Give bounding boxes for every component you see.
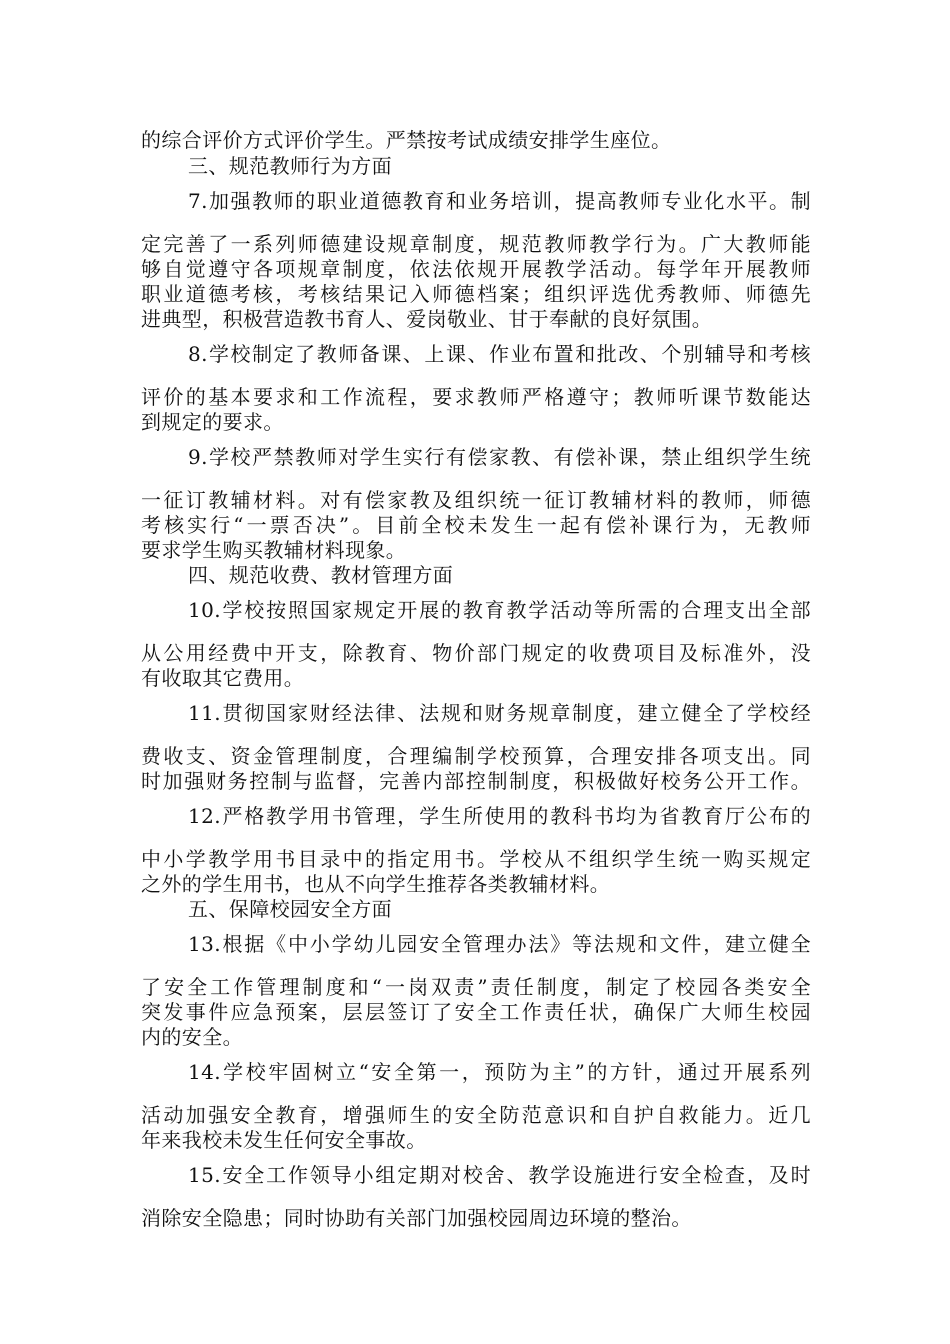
text-line: 进典型，积极营造教书育人、爱岗敬业、甘于奉献的良好氛围。 xyxy=(141,307,713,331)
text-line: 到规定的要求。 xyxy=(141,410,284,434)
paragraph-first-line: 14.学校牢固树立“安全第一，预防为主”的方针，通过开展系列 xyxy=(188,1060,811,1084)
paragraph-first-line: 13.根据《中小学幼儿园安全管理办法》等法规和文件，建立健全 xyxy=(188,932,811,956)
text-line: 从公用经费中开支，除教育、物价部门规定的收费项目及标准外，没 xyxy=(141,641,811,665)
text-line: 评价的基本要求和工作流程，要求教师严格遵守；教师听课节数能达 xyxy=(141,385,811,409)
paragraph-first-line: 15.安全工作领导小组定期对校舍、教学设施进行安全检查，及时 xyxy=(188,1163,811,1187)
text-line: 够自觉遵守各项规章制度，依法依规开展教学活动。每学年开展教师 xyxy=(141,257,811,281)
text-line: 的综合评价方式评价学生。严禁按考试成绩安排学生座位。 xyxy=(141,128,672,152)
text-line: 一征订教辅材料。对有偿家教及组织统一征订教辅材料的教师，师德 xyxy=(141,488,811,512)
paragraph-first-line: 10.学校按照国家规定开展的教育教学活动等所需的合理支出全部 xyxy=(188,598,811,622)
text-line: 要求学生购买教辅材料现象。 xyxy=(141,538,407,562)
text-line: 时加强财务控制与监督，完善内部控制制度，积极做好校务公开工作。 xyxy=(141,769,811,793)
text-line: 有收取其它费用。 xyxy=(141,666,305,690)
text-line: 考核实行“一票否决”。目前全校未发生一起有偿补课行为，无教师 xyxy=(141,513,811,537)
text-line: 突发事件应急预案，层层签订了安全工作责任状，确保广大师生校园 xyxy=(141,1000,811,1024)
text-line: 之外的学生用书，也从不向学生推荐各类教辅材料。 xyxy=(141,872,611,896)
text-line: 活动加强安全教育，增强师生的安全防范意识和自护自救能力。近几 xyxy=(141,1103,811,1127)
paragraph-first-line: 8.学校制定了教师备课、上课、作业布置和批改、个别辅导和考核 xyxy=(188,342,811,366)
text-line: 消除安全隐患；同时协助有关部门加强校园周边环境的整治。 xyxy=(141,1206,692,1230)
text-line: 职业道德考核，考核结果记入师德档案；组织评选优秀教师、师德先 xyxy=(141,282,811,306)
text-line: 内的安全。 xyxy=(141,1025,243,1049)
paragraph-first-line: 9.学校严禁教师对学生实行有偿家教、有偿补课，禁止组织学生统 xyxy=(188,445,811,469)
section-heading: 五、保障校园安全方面 xyxy=(188,897,392,921)
paragraph-first-line: 12.严格教学用书管理，学生所使用的教科书均为省教育厅公布的 xyxy=(188,804,811,828)
paragraph-first-line: 7.加强教师的职业道德教育和业务培训，提高教师专业化水平。制 xyxy=(188,189,811,213)
section-heading: 四、规范收费、教材管理方面 xyxy=(188,563,454,587)
text-line: 中小学教学用书目录中的指定用书。学校从不组织学生统一购买规定 xyxy=(141,847,811,871)
section-heading: 三、规范教师行为方面 xyxy=(188,154,392,178)
text-line: 年来我校未发生任何安全事故。 xyxy=(141,1128,427,1152)
text-line: 定完善了一系列师德建设规章制度，规范教师教学行为。广大教师能 xyxy=(141,232,811,256)
text-line: 费收支、资金管理制度，合理编制学校预算，合理安排各项支出。同 xyxy=(141,744,811,768)
paragraph-first-line: 11.贯彻国家财经法律、法规和财务规章制度，建立健全了学校经 xyxy=(188,701,811,725)
text-line: 了安全工作管理制度和“一岗双责”责任制度，制定了校园各类安全 xyxy=(141,975,811,999)
